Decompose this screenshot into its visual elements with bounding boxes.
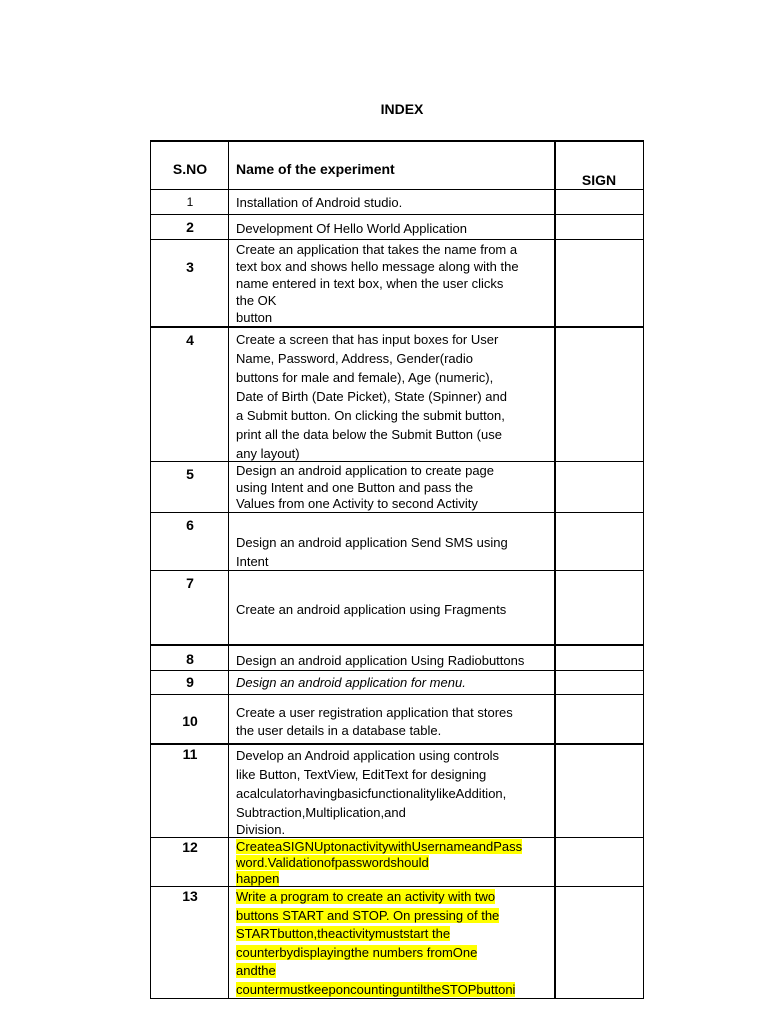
row-sign-cell [555,887,643,999]
row-experiment: Create a screen that has input boxes for User Name, Password, Address, Gender(radio buttons for male and female), Age (numeric), Date of Birth (Date Picket), State (Spinner) and a Submit button. On clicking the submit button, print all the data below the Submit Button (use any layout) [236,332,507,461]
row-sign-cell [555,671,643,694]
table-row [151,887,643,999]
row-experiment: CreateaSIGNUptonactivitywithUsernameandPass word.Validationofpasswordshould happen [236,839,523,886]
row-experiment: Develop an Android application using controls like Button, TextView, EditText for designing acalculatorhavingbasicfunctionalitylikeAddition, Subtraction,Multiplication,and Division. [236,748,507,837]
row-experiment: Development Of Hello World Application [236,221,467,236]
table-row [151,838,643,887]
table-row [151,513,643,571]
row-experiment: Design an android application Send SMS using Intent [236,535,508,569]
table-row [151,571,643,646]
row-experiment: Installation of Android studio. [236,195,403,210]
row-experiment: Design an android application Using Radiobuttons [236,653,525,668]
row-experiment: Create an android application using Fragments [236,602,507,617]
table-header-row [151,142,643,190]
header-sno: S.NO [172,161,208,177]
row-experiment: Create an application that takes the name from a text box and shows hello message along with the name entered in text box, when the user clicks the OK button [236,242,519,325]
table-row [151,215,643,240]
row-sign-cell [555,838,643,886]
table-row [151,745,643,838]
table-row [151,671,643,695]
row-sign-cell [555,745,643,837]
row-sno: 9 [186,674,194,690]
row-sno: 10 [182,713,198,729]
row-sno: 8 [186,651,194,667]
row-sno: 11 [182,746,198,762]
row-sign-cell [555,513,643,570]
table-row [151,648,643,671]
row-experiment: Create a user registration application that stores the user details in a database table. [236,705,513,738]
header-experiment-name: Name of the experiment [236,161,395,177]
row-experiment: Design an android application to create page using Intent and one Button and pass the Values from one Activity to second Activity [236,463,495,511]
row-sno: 7 [186,575,194,591]
row-sign-cell [555,695,643,743]
row-sign-cell [555,240,643,326]
row-experiment: Design an android application for menu. [236,675,466,690]
header-sign: SIGN [581,172,617,188]
row-sign-cell [555,328,643,461]
row-sign-cell [555,190,643,214]
row-sno: 13 [182,888,198,904]
table-row [151,190,643,215]
table-row [151,462,643,513]
table-row [151,240,643,328]
row-sign-cell [555,215,643,239]
table-row [151,328,643,462]
row-sno: 1 [186,195,194,209]
row-sign-cell [555,648,643,670]
row-sno: 4 [186,332,194,348]
row-sno: 3 [186,259,194,275]
row-experiment: Write a program to create an activity with two buttons START and STOP. On pressing of the STARTbutton,theactivitymuststart the counterbydisplayingthe numbers fromOne andthe countermustkeeponcountinguntiltheSTOPbuttoni [236,889,516,997]
row-sign-cell [555,571,643,644]
document-title: INDEX [380,101,424,117]
experiment-index-table [150,140,644,999]
row-sno: 12 [182,839,198,855]
row-sno: 2 [186,219,194,235]
row-sign-cell [555,462,643,512]
row-sno: 5 [186,466,194,482]
row-sno: 6 [186,517,194,533]
table-row [151,695,643,745]
